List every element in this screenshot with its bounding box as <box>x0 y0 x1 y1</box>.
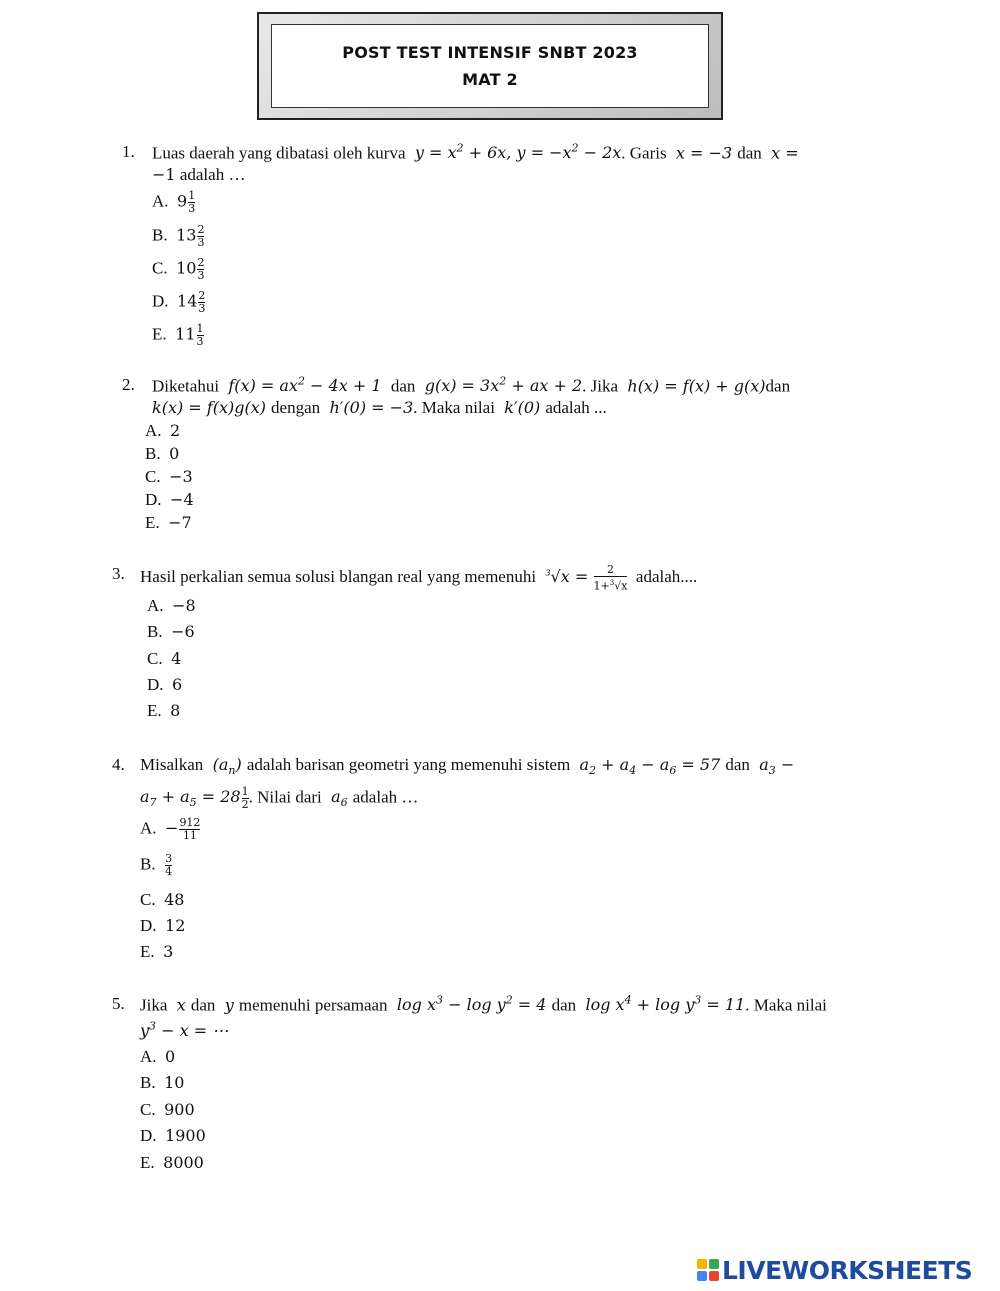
option-e[interactable]: E. −7 <box>145 513 192 532</box>
option-d[interactable]: D. 14 $\frac{2}{3}$ <box>152 289 206 315</box>
question-number: 2. <box>122 375 135 394</box>
option-c[interactable]: C. 900 <box>140 1100 195 1119</box>
liveworksheets-logo-icon <box>697 1259 719 1281</box>
question-text-line-1: Hasil perkalian semua solusi blangan real yang memenuhi $^3$√x = $\frac{2}{1+^3√x}$ adalah.... <box>140 563 698 593</box>
question-text-line-2: −1 adalah … <box>152 165 246 184</box>
option-fraction: $\frac{2}{3}$ <box>198 289 206 315</box>
option-fraction: $\frac{2}{3}$ <box>197 223 205 249</box>
option-d[interactable]: D. 1900 <box>140 1126 206 1145</box>
page-title: POST TEST INTENSIF SNBT 2023 <box>342 43 638 62</box>
question-text-line-1: Misalkan $(a_n)$ adalah barisan geometri yang memenuhi sistem $a_2 + a_4 - a_6 = 57$ dan $a_3$ − <box>140 755 795 778</box>
option-d[interactable]: D. −4 <box>145 490 194 509</box>
option-b[interactable]: B. $\frac{3}{4}$ <box>140 852 173 878</box>
brand-name: LIVEWORKSHEETS <box>722 1255 973 1285</box>
option-c[interactable]: C. −3 <box>145 467 193 486</box>
option-e[interactable]: E. 8000 <box>140 1153 204 1172</box>
option-d[interactable]: D. 6 <box>147 675 183 694</box>
option-fraction: $\frac{912}{11}$ <box>179 816 201 842</box>
option-c[interactable]: C. 10 $\frac{2}{3}$ <box>152 256 205 282</box>
title-box <box>257 12 723 120</box>
question-text-line-2: k(x) = f(x)g(x) dengan h′(0) = −3. Maka nilai k′(0) adalah ... <box>152 398 607 417</box>
option-b[interactable]: B. −6 <box>147 622 195 641</box>
option-b[interactable]: B. 0 <box>145 444 180 463</box>
equation-fraction: $\frac{1}{2}$ <box>241 785 249 811</box>
option-fraction: $\frac{1}{3}$ <box>188 189 196 215</box>
option-a[interactable]: A. 9 $\frac{1}{3}$ <box>152 189 196 215</box>
question-text-line-1: Luas daerah yang dibatasi oleh kurva $y = x^2 + 6x$, $y = -x^2 - 2x$. Garis x = −3 dan x = <box>152 142 799 163</box>
option-b[interactable]: B. 10 <box>140 1073 185 1092</box>
question-number: 1. <box>122 142 135 161</box>
question-text-line-2: $y^3 - x$ = ⋯ <box>140 1020 229 1041</box>
page-subtitle: MAT 2 <box>462 70 518 89</box>
option-b[interactable]: B. 13 $\frac{2}{3}$ <box>152 223 205 249</box>
option-c[interactable]: C. 48 <box>140 890 185 909</box>
option-e[interactable]: E. 11 $\frac{1}{3}$ <box>152 322 204 348</box>
question-text-line-1: Diketahui $f(x) = ax^2 - 4x + 1$ dan $g(x) = 3x^2$ + ax + 2. Jika h(x) = f(x) + g(x)dan <box>152 375 791 396</box>
question-number: 4. <box>112 755 125 774</box>
option-c[interactable]: C. 4 <box>147 649 182 668</box>
title-box-inner <box>271 24 709 108</box>
question-text-line-2: $a_7 + a_5 = 28$ $\frac{1}{2}$ . Nilai dari $a_6$ adalah … <box>140 785 419 811</box>
question-text-line-1: Jika x dan y memenuhi persamaan $\log x^3 - \log y^2 = 4$ dan $\log x^4 + \log y^3 = 11$. Maka nilai <box>140 994 827 1015</box>
option-a[interactable]: A. − $\frac{912}{11}$ <box>140 816 201 842</box>
option-fraction: $\frac{2}{3}$ <box>197 256 205 282</box>
question-number: 5. <box>112 994 125 1013</box>
option-e[interactable]: E. 3 <box>140 942 174 961</box>
question-number: 3. <box>112 564 125 583</box>
equation-fraction: $\frac{2}{1+^3√x}$ <box>593 563 628 593</box>
option-a[interactable]: A. −8 <box>147 596 196 615</box>
option-e[interactable]: E. 8 <box>147 701 181 720</box>
option-d[interactable]: D. 12 <box>140 916 186 935</box>
liveworksheets-brand[interactable] <box>697 1252 997 1288</box>
option-fraction: $\frac{3}{4}$ <box>165 852 173 878</box>
option-a[interactable]: A. 2 <box>145 421 181 440</box>
option-a[interactable]: A. 0 <box>140 1047 176 1066</box>
option-fraction: $\frac{1}{3}$ <box>196 322 204 348</box>
